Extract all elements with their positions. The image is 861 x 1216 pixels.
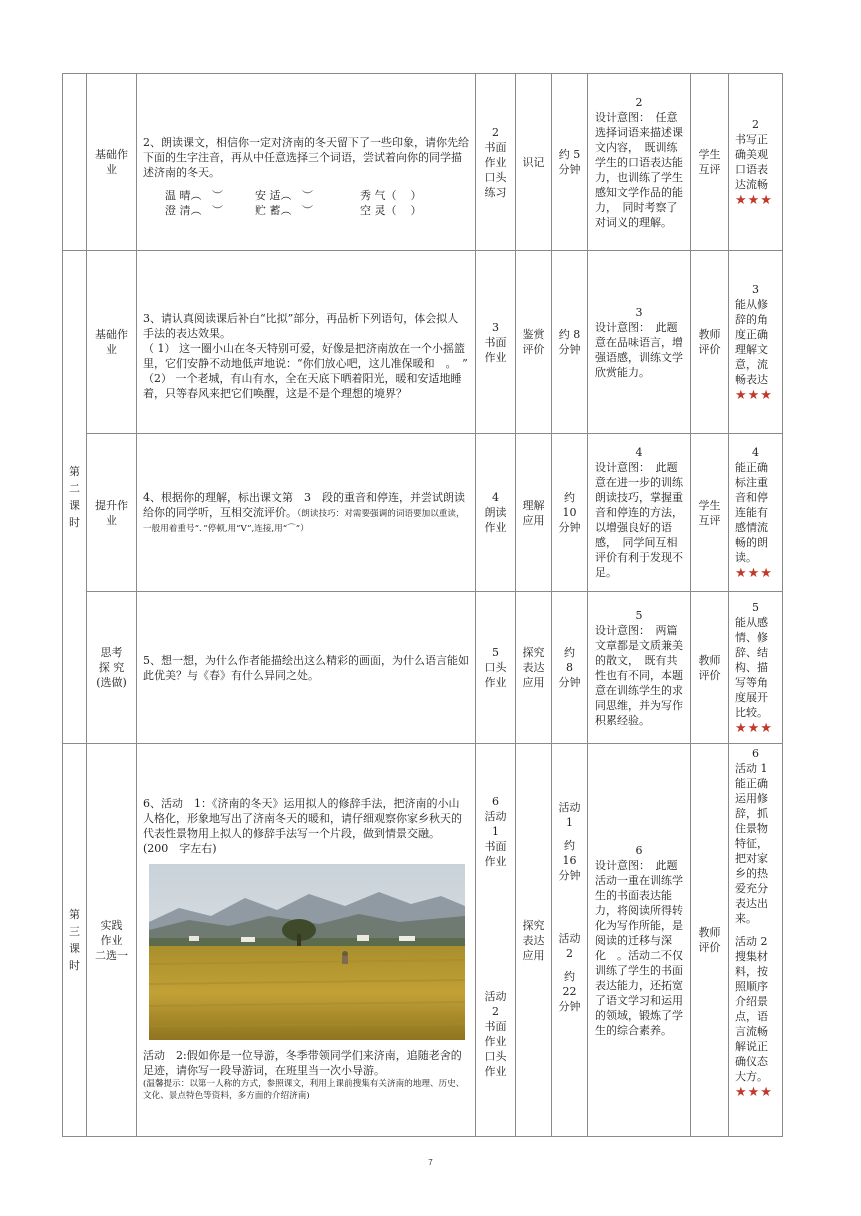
design-intent [588,251,691,434]
homework-form [476,744,516,1137]
intent-text: 设计意图： 此题意在品味语言，增强语感，训练文学欣赏能力。 [595,320,683,379]
ability-level: 探究表达应用 [516,744,552,1137]
star-rating: ★★★ [735,565,773,581]
lesson-cell-first [63,74,87,251]
eval-line: 互评 [698,163,721,176]
time-line: 8 [566,661,573,674]
type-line: 思考 [100,646,123,659]
table-row [63,74,783,251]
eval-line: 评价 [698,941,721,954]
table-row [63,251,783,434]
evaluation-standard [729,434,783,592]
ability-level: 识记 [516,74,552,251]
lesson-char: 课 [69,499,80,512]
form-line: 口头 [484,661,507,674]
lesson-second [63,251,87,744]
task-text: 5、想一想，为什么作者能描绘出这么精彩的画面，为什么语言能如此优美？与《春》有什么异同之处。 [143,653,469,682]
star-rating: ★★★ [735,387,773,403]
word-item: 秀 气（ ） [360,188,422,202]
sentence-2: （2） 一个老城，有山有水，全在天底下晒着阳光，暖和安适地睡着，只等春风来把它们唤醒，这是不是个理想的境界？ [143,372,462,400]
eval-line: 互评 [698,513,721,527]
homework-content [137,251,476,434]
form-line: 书面 [484,1020,507,1033]
time-line: 10 [562,506,577,519]
eval-line: 评价 [698,668,721,682]
design-intent [588,592,691,744]
homework-type [87,592,137,744]
homework-content [137,74,476,251]
word-item: 澄 清︵ ︶ [165,203,223,217]
form-line: 作业 [484,155,507,169]
eval-line: 学生 [698,148,721,161]
time-line: 约 8 [558,328,581,341]
time-estimate [552,74,588,251]
design-intent [588,74,691,251]
form-line: 口头 [484,170,507,184]
intent-number: 3 [635,305,643,319]
intent-text: 设计意图： 任意选择词语来描述课文内容， 既训练学生的口语表达能力，也训练了学生感知文学作品的能力， 同时考察了对词义的理解。 [595,110,683,229]
homework-type: 提升作业 [87,434,137,592]
eval-line: 学生 [698,498,721,512]
homework-type: 基础作业 [87,251,137,434]
design-intent [588,434,691,592]
eval-line: 教师 [698,653,721,667]
evaluation-standard [729,592,783,744]
standard-text: 书写正确美观口语表达流畅 [735,132,768,191]
time-line: 约 [564,970,575,983]
word-item: 空 灵（ ） [360,203,422,217]
intent-number: 4 [635,446,643,459]
lesson-char: 第 [69,908,80,921]
standard-number: 3 [752,282,759,296]
table-row [63,592,783,744]
standard-text-activity-1: 活动 1 能正确运用修辞，抓住景物特征，把对家乡的热爱充分表达出来。 [735,762,768,925]
evaluation-method [691,74,729,251]
form-line: 作业 [484,1035,507,1048]
form-line: 口头 [484,1050,507,1063]
standard-text-activity-2: 活动 2 搜集材料，按照顺序介绍景点，语言流畅解说正确仪态大方。 [735,935,768,1083]
time-line: 分钟 [558,676,581,689]
time-line: 约 5 [558,148,581,161]
ability-level: 理解应用 [516,434,552,592]
homework-form [476,74,516,251]
type-line: 探 究 [98,661,125,674]
form-line: 作业 [484,676,507,689]
form-line: 作业 [484,855,507,868]
standard-text: 能从修辞的角度正确理解文意，流畅表达 [735,297,768,386]
page-number: 7 [428,1158,433,1167]
eval-line: 教师 [698,926,721,939]
homework-content [137,592,476,744]
type-line: 实践 [100,918,123,932]
intent-number: 5 [635,608,643,622]
intent-number: 2 [635,95,643,109]
time-estimate [552,434,588,592]
type-line: 二选一 [95,948,128,962]
homework-content [137,434,476,592]
time-line: 活动 [558,932,581,945]
time-estimate [552,251,588,434]
task-text: 4、根据你的理解，标出课文第 3 段的重音和停连，并尝试朗读给你的同学听，互相交流评价。 [143,490,465,519]
evaluation-standard [729,74,783,251]
intent-text: 设计意图： 两篇文章都是文质兼美的散文， 既有共性也有不同，本题意在训练学生的求同思维，并为写作积累经验。 [595,623,683,727]
time-line: 分钟 [558,1000,581,1013]
homework-type [87,744,137,1137]
lesson-char: 时 [69,516,80,529]
evaluation-method [691,434,729,592]
lesson-char: 三 [69,925,80,938]
star-rating: ★★★ [735,720,773,736]
form-line: 作业 [484,1065,507,1078]
time-line: 约 [564,646,575,659]
form-line: 4 [492,491,499,504]
homework-type: 基础作业 [87,74,137,251]
time-line: 2 [566,947,573,960]
lesson-char: 课 [69,942,80,955]
standard-number: 2 [752,117,759,131]
rice-field-photo [149,864,465,1040]
table-row [63,744,783,1137]
time-line: 约 [564,491,575,504]
evaluation-method [691,592,729,744]
time-estimate [552,744,588,1137]
eval-line: 教师 [698,328,721,341]
task-text: 3、请认真阅读课后补白“比拟”部分，再品析下列语句，体会拟人手法的表达效果。 [143,312,459,340]
standard-number: 5 [752,600,759,614]
evaluation-method [691,251,729,434]
lesson-char: 二 [69,482,80,495]
standard-text: 能从感情、修辞、结构、描写等角度展开比较。 [735,615,768,719]
evaluation-method [691,744,729,1137]
form-line: 作业 [484,521,507,534]
standard-number: 4 [752,445,759,459]
time-line: 分钟 [558,521,581,534]
intent-text: 设计意图： 此题意在进一步的训练朗读技巧，掌握重音和停连的方法， 以增强良好的语感， 同学间互相评价有利于发现不足。 [595,461,689,579]
form-line: 5 [492,646,499,659]
time-line: 1 [566,816,573,829]
activity-1-text: 6、活动 1：《济南的冬天》运用拟人的修辞手法，把济南的小山人格化，形象地写出了济南冬天的暖和，请仔细观察你家乡秋天的代表性景物用上拟人的修辞手法写一个片段，做到情景交融。 (200 字左右) [143,796,462,855]
intent-text: 设计意图： 此题活动一重在训练学生的书面表达能力，将阅读所得转化为写作所能，是阅读的迁移与深化 。活动二不仅训练了学生的书面表达能力，还拓宽了语文学习和运用的领域，锻炼了学生的综合素养。 [595,858,683,1037]
form-line: 活动 [484,990,507,1003]
reading-tip: （朗读技巧：对需要强调的词语要加以重读，一般用着重号“．”停顿,用“V”,连接,用“⌒”） [143,508,465,534]
ability-level: 鉴赏评价 [516,251,552,434]
lesson-char: 第 [69,465,80,478]
type-line: (选做) [96,676,127,689]
word-item: 温 晴︵ ︶ [165,188,223,202]
pinyin-word-grid [165,188,469,218]
form-line: 书面 [484,840,507,853]
type-line: 作业 [100,933,123,947]
ability-level: 探究表达应用 [516,592,552,744]
activity-2-tip: (温馨提示：以第一人称的方式，参照课文，利用上课前搜集有关济南的地理、历史、文化、景点特色等资料，多方面的介绍济南) [143,1078,465,1101]
intent-number: 6 [635,843,643,857]
time-line: 分钟 [558,343,581,356]
design-intent [588,744,691,1137]
table-row [63,434,783,592]
time-line: 分钟 [558,869,581,882]
eval-line: 评价 [698,343,721,356]
form-line: 书面 [484,335,507,349]
star-rating: ★★★ [735,1085,773,1100]
lesson-third [63,744,87,1137]
time-line: 16 [562,854,577,867]
time-line: 约 [564,839,575,852]
standard-number: 6 [752,747,759,760]
form-line: 2 [492,125,499,139]
sentence-1: （ 1） 这一圈小山在冬天特别可爱，好像是把济南放在一个小摇篮里，它们安静不动地低声地说：“你们放心吧，这儿准保暖和 。 ” [143,342,468,370]
task-text: 2、朗读课文，相信你一定对济南的冬天留下了一些印象，请你先给下面的生字注音，再从中任意选择三个词语，尝试着向你的同学描述济南的冬天。 [143,135,469,179]
form-line: 作业 [484,350,507,364]
homework-content [137,744,476,1137]
homework-form [476,251,516,434]
evaluation-standard [729,251,783,434]
standard-text: 能正确标注重音和停连能有感情流畅的朗读。 [735,460,768,564]
time-estimate [552,592,588,744]
form-line: 3 [492,320,499,334]
word-item: 贮 蓄︵ ︶ [255,203,313,217]
activity-2-text: 活动 2:假如你是一位导游，冬季带领同学们来济南，追随老舍的足迹，请你写一段导游词，在班里当一次小导游。 [143,1048,462,1077]
star-rating: ★★★ [735,192,773,208]
time-line: 分钟 [558,163,581,176]
lesson-char: 时 [69,959,80,972]
evaluation-standard [729,744,783,1137]
homework-form [476,434,516,592]
homework-design-table [62,73,783,1137]
form-line: 2 [492,1005,499,1018]
form-line: 练习 [484,185,507,199]
word-item: 安 适︵ ︶ [255,188,313,202]
time-line: 活动 [558,801,581,814]
homework-form [476,592,516,744]
form-line: 6 [492,795,499,808]
time-line: 22 [562,985,577,998]
form-line: 活动 [484,810,507,823]
form-line: 书面 [484,140,507,154]
form-line: 朗读 [484,506,507,519]
form-line: 1 [492,825,499,838]
